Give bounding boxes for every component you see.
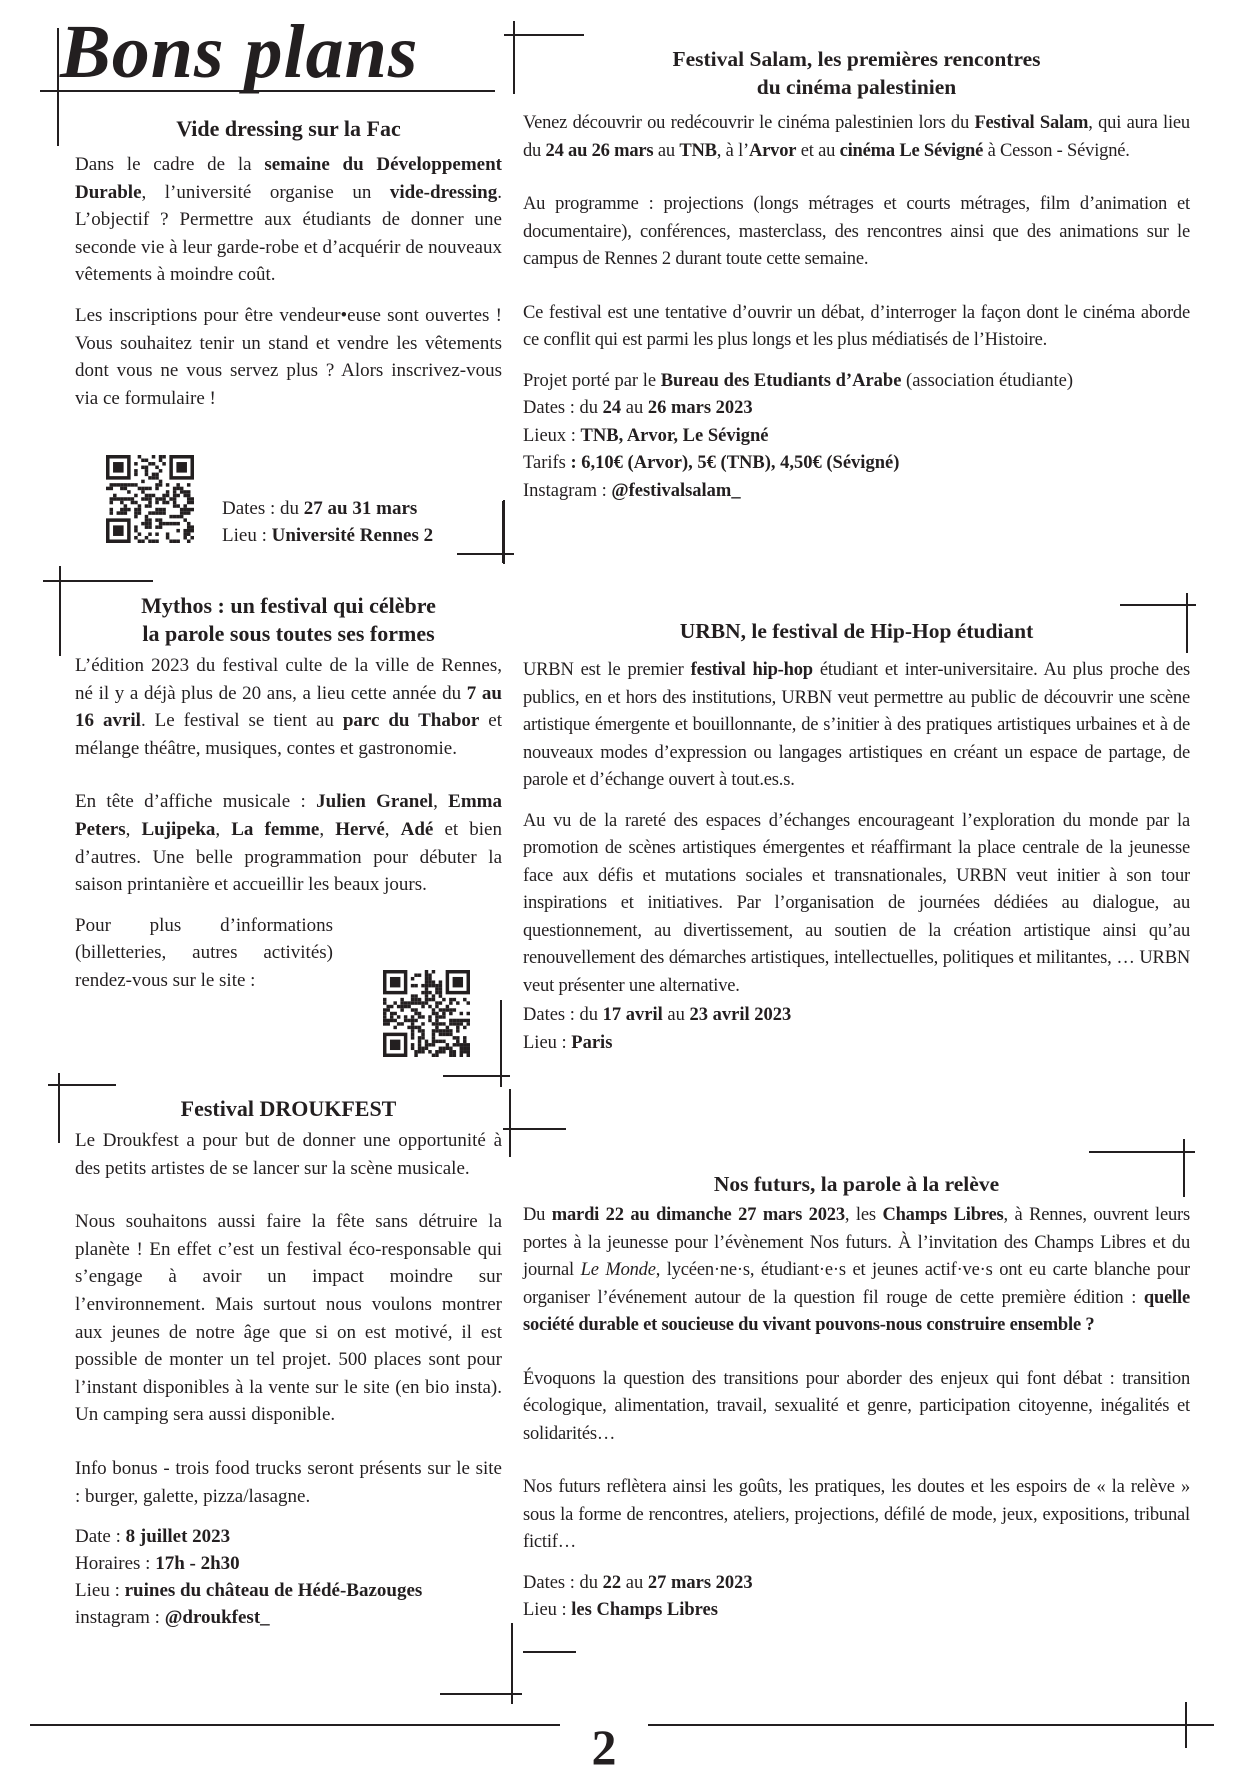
emphasis-text: Arvor — [748, 140, 797, 161]
crop-line — [503, 1128, 566, 1130]
text-run: Dans le cadre de la — [75, 154, 265, 175]
text-run: Venez découvrir ou redécouvrir le cinéma palestinien lors du — [523, 113, 975, 133]
text-run: et au — [796, 140, 840, 161]
article-droukfest — [75, 1095, 502, 1631]
text-run: Du — [523, 1205, 552, 1225]
article-paragraph: Le Droukfest a pour but de donner une opportunité à des petits artistes de se lancer sur la scène musicale. — [75, 1130, 502, 1179]
article-paragraph: Pour plus d’informations (billetteries, autres activités) rendez-vous sur le site : — [75, 914, 333, 991]
emphasis-text: Julien Granel — [316, 791, 434, 813]
info-label: Lieux : — [523, 425, 581, 446]
info-label: (association étudiante) — [901, 370, 1073, 391]
emphasis-text: festival hip-hop — [690, 660, 813, 680]
info-label: instagram : — [75, 1607, 165, 1629]
info-label: Projet porté par le — [523, 370, 661, 391]
emphasis-text: quelle société durable et soucieuse du vivant pouvons-nous construire ensemble ? — [523, 1287, 1190, 1335]
emphasis-text: vide-dressing — [389, 181, 498, 203]
crop-line — [48, 1084, 116, 1086]
info-label: Lieu : — [222, 525, 272, 546]
info-label: au — [621, 1572, 648, 1593]
text-run: . L’objectif ? Permettre aux étudiants de donner une seconde vie à leur garde-robe et d’acquérir de nouveaux vêtements à moindre coût. — [75, 181, 502, 286]
emphasis-text: 7 au 16 avril — [75, 682, 502, 732]
text-run: , à Rennes, ouvrent leurs portes à la jeunesse pour l’évènement Nos futurs. À l’invitation des Champs Libres et du journal — [523, 1205, 1191, 1280]
info-value: 17 avril — [602, 1005, 663, 1025]
article-paragraph: Les inscriptions pour être vendeur•euse sont ouvertes ! Vous souhaitez tenir un stand et vendre les vêtements dont vous ne vous servez plus ? Alors inscrivez-vous via ce formulaire ! — [75, 304, 502, 409]
emphasis-text: mardi 22 au dimanche 27 mars 2023 — [551, 1205, 845, 1225]
article-nos-futurs — [523, 1170, 1190, 1625]
emphasis-text: Champs Libres — [882, 1205, 1004, 1225]
crop-line — [1185, 1702, 1187, 1748]
text-run: L’édition 2023 du festival culte de la ville de Rennes, né il y a déjà plus de 20 ans, a lieu cette année du — [75, 655, 502, 704]
crop-line — [523, 1651, 576, 1653]
article-mythos — [75, 592, 502, 995]
crop-line — [511, 1623, 513, 1704]
crop-line — [440, 1693, 522, 1695]
emphasis-text: La femme — [231, 818, 320, 840]
info-label: Tarifs — [523, 453, 571, 473]
info-label: Lieu : — [523, 1032, 572, 1053]
article-urbn — [523, 617, 1190, 1057]
crop-line — [1120, 604, 1196, 606]
info-value: : 6,10€ (Arvor), 5€ (TNB), 4,50€ (Sévigné) — [570, 453, 900, 473]
crop-line — [503, 500, 505, 564]
emphasis-text: Lujipeka — [141, 818, 216, 840]
event-info-block — [523, 368, 1190, 506]
info-label: Instagram : — [523, 480, 612, 501]
article-paragraph — [523, 1202, 1190, 1340]
qr-code-graphic — [106, 455, 194, 543]
article-heading — [75, 592, 502, 648]
text-run: En tête d’affiche musicale : — [75, 791, 317, 813]
text-run: étudiant et inter-universitaire. Au plus proche des publics, en et hors des institutions, URBN veut permettre au public de découvrir une scène artistique émergente et bouillonnante, de s’initier à des pratiques artistiques urbaines et à de nouveaux modes d’expression ou langages artistiques en créant un espace de partage, de parole et d’échange ouvert à tout.es.s. — [523, 660, 1190, 790]
info-value: Bureau des Etudiants d’Arabe — [660, 370, 902, 391]
info-label: Horaires : — [75, 1553, 156, 1575]
crop-line — [43, 580, 153, 582]
emphasis-text: Festival Salam — [974, 113, 1089, 133]
text-run: et bien d’autres. Une belle programmation pour débuter la saison printanière et accueillir les beaux jours. — [75, 818, 502, 896]
crop-line — [443, 1075, 510, 1077]
text-run: , — [125, 818, 142, 840]
info-value: 24 — [602, 398, 622, 418]
qr-code-icon[interactable] — [106, 455, 194, 543]
info-value: 22 — [602, 1572, 622, 1593]
info-label: Dates : du — [222, 498, 304, 519]
article-paragraph — [523, 657, 1190, 795]
heading-line: Mythos : un festival qui célèbre — [141, 593, 436, 618]
instagram-handle[interactable]: @festivalsalam_ — [611, 480, 741, 501]
article-heading: Nos futurs, la parole à la relève — [713, 1172, 1000, 1196]
text-run: , l’université organise un — [141, 181, 390, 203]
info-label: Dates : du — [523, 398, 603, 418]
text-run: , — [215, 818, 232, 840]
info-label: au — [662, 1005, 690, 1025]
event-info-block — [523, 1570, 1190, 1625]
italic-text: Le Monde — [580, 1260, 656, 1280]
text-run: , — [319, 818, 336, 840]
article-heading — [523, 45, 1190, 101]
text-run: , qui aura lieu du — [523, 113, 1190, 161]
page-title-text: Bons plans — [60, 10, 419, 94]
emphasis-text: Adé — [400, 818, 434, 840]
article-heading: Festival DROUKFEST — [180, 1096, 397, 1121]
emphasis-text: parc du Thabor — [342, 710, 480, 732]
article-paragraph: Au programme : projections (longs métrages et courts métrages, film d’animation et documentaire), conférences, masterclass, des rencontres ainsi que des animations sur le campus de Rennes 2 durant toute cette semaine. — [523, 194, 1190, 269]
article-festival-salam — [523, 45, 1190, 505]
article-paragraph — [75, 652, 502, 762]
text-run: URBN est le premier — [523, 660, 691, 680]
heading-line: Festival Salam, les premières rencontres — [672, 47, 1041, 71]
emphasis-text: 24 au 26 mars — [545, 140, 654, 161]
qr-code-graphic — [383, 970, 470, 1057]
info-value: 27 au 31 mars — [303, 498, 418, 519]
article-paragraph — [75, 788, 502, 898]
text-run: , les — [844, 1205, 883, 1225]
info-label: Lieu : — [523, 1600, 572, 1620]
event-info-block — [222, 495, 492, 549]
info-value: TNB, Arvor, Le Sévigné — [580, 425, 769, 446]
article-heading: Vide dressing sur la Fac — [176, 116, 401, 141]
info-value: 23 avril 2023 — [689, 1005, 792, 1025]
crop-line — [457, 553, 514, 555]
event-info-block — [75, 1523, 502, 1631]
info-label: au — [621, 398, 648, 418]
info-label: Dates : du — [523, 1572, 603, 1593]
page-title — [60, 10, 419, 94]
info-value: Paris — [571, 1032, 613, 1053]
article-paragraph — [75, 151, 502, 289]
footer-rule-right — [648, 1724, 1214, 1726]
crop-line — [509, 1089, 511, 1157]
event-info-block — [523, 1002, 1190, 1057]
text-run: , — [384, 818, 401, 840]
crop-line — [513, 21, 515, 94]
emphasis-text: semaine du Développement Durable — [75, 154, 502, 203]
article-paragraph — [523, 110, 1190, 165]
page-number: 2 — [591, 1719, 617, 1775]
info-value: 27 mars 2023 — [647, 1572, 753, 1593]
article-heading: URBN, le festival de Hip-Hop étudiant — [679, 619, 1034, 643]
article-paragraph: Nos futurs reflètera ainsi les goûts, les pratiques, les doutes et les espoirs de « la relève » sous la forme de rencontres, ateliers, projections, défilé de mode, jeux, expositions, tribunal fictif… — [523, 1477, 1190, 1552]
info-label: Dates : du — [523, 1005, 603, 1025]
text-run: et mélange théâtre, musiques, contes et gastronomie. — [75, 710, 502, 759]
article-vide-dressing — [75, 115, 502, 412]
article-paragraph: Info bonus - trois food trucks seront présents sur le site : burger, galette, pizza/lasagne. — [75, 1457, 502, 1507]
article-paragraph: Au vu de la rareté des espaces d’échanges encourageant l’exploration du monde par la promotion de scènes artistiques émergentes et réaffirmant la place centrale de la jeunesse face aux défis et mutations sociales et transnationales, URBN veut initier à son tour inspirations et initiatives. Par l’organisation de journées dédiées au dialogue, au questionnement, au divertissement, au soutien de la création artistique ainsi qu’au renouvellement des démarches artistiques, intellectuelles, politiques et militantes, … URBN veut présenter une alternative. — [523, 810, 1190, 996]
info-value: les Champs Libres — [571, 1600, 718, 1620]
info-value: 8 juillet 2023 — [125, 1526, 231, 1548]
footer-rule-left — [30, 1724, 560, 1726]
emphasis-text: cinéma Le Sévigné — [839, 140, 984, 161]
crop-line — [57, 28, 59, 146]
text-run: . Le festival se tient au — [140, 710, 343, 732]
qr-code-icon[interactable] — [383, 970, 470, 1057]
instagram-handle[interactable]: @droukfest_ — [164, 1607, 270, 1629]
heading-line: la parole sous toutes ses formes — [142, 621, 435, 646]
emphasis-text: TNB — [679, 140, 717, 161]
crop-line — [1089, 1151, 1195, 1153]
article-paragraph: Ce festival est une tentative d’ouvrir un débat, d’interroger la façon dont le cinéma aborde ce conflit qui est parmi les plus longs et les plus médiatisés de l’Histoire. — [523, 302, 1190, 350]
info-label: Lieu : — [75, 1580, 125, 1602]
info-value: 26 mars 2023 — [647, 398, 753, 418]
text-run: , — [433, 791, 449, 813]
text-run: , lycéen·ne·s, étudiant·e·s et jeunes actif·ve·s ont eu carte blanche pour organiser l’événement autour de la question fil rouge de cette première édition : — [523, 1260, 1190, 1308]
info-value: Université Rennes 2 — [271, 525, 434, 546]
article-paragraph: Évoquons la question des transitions pour aborder des enjeux qui font débat : transition écologique, alimentation, travail, sexualité et genre, participation citoyenne, inégalités et solidarités… — [523, 1368, 1190, 1444]
text-run: au — [653, 140, 680, 161]
text-run: , à l’ — [716, 140, 749, 161]
heading-line: du cinéma palestinien — [756, 75, 957, 99]
crop-line — [504, 34, 584, 36]
emphasis-text: Emma Peters — [75, 791, 502, 840]
emphasis-text: Hervé — [335, 818, 385, 840]
info-value: ruines du château de Hédé-Bazouges — [124, 1580, 423, 1602]
text-run: à Cesson - Sévigné. — [983, 140, 1130, 161]
info-value: 17h - 2h30 — [155, 1553, 240, 1575]
article-paragraph: Nous souhaitons aussi faire la fête sans détruire la planète ! En effet c’est un festival éco-responsable qui s’engage à avoir un impact moindre sur l’environnement. Mais surtout nous voulons montrer aux jeunes de notre âge que si on est motivé, il est possible de monter un tel projet. 500 places sont pour l’instant disponibles à la vente sur le site (en bio insta). Un camping sera aussi disponible. — [75, 1211, 502, 1426]
info-label: Date : — [75, 1526, 126, 1548]
crop-line — [500, 1000, 502, 1087]
